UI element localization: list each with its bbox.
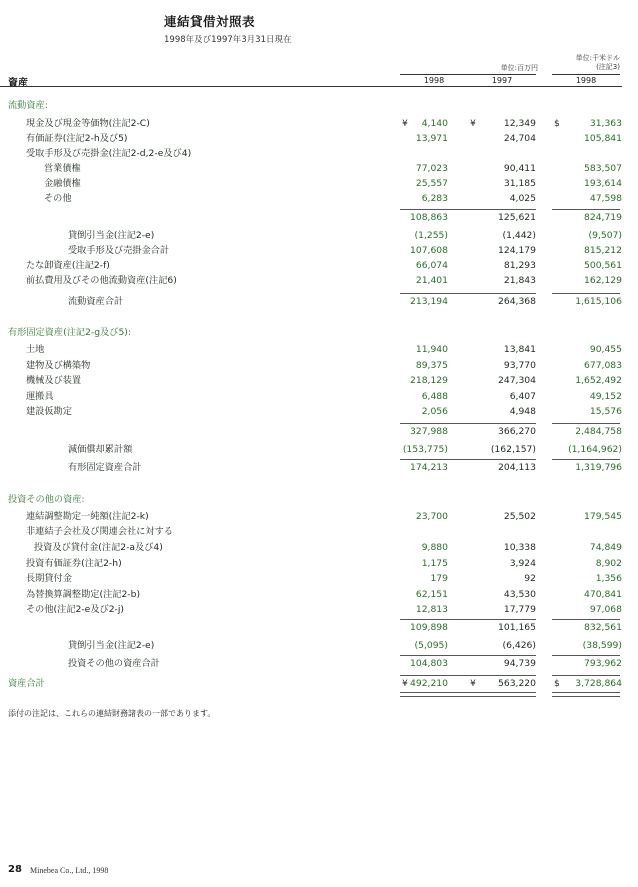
row-value-2: 6,407 <box>509 391 536 402</box>
currency-symbol: ¥ <box>470 678 476 689</box>
row-value-1: 492,210 <box>410 678 448 689</box>
row-label: 運搬具 <box>26 391 54 402</box>
table-row <box>0 228 638 243</box>
row-label: 連結調整勘定一純額(注記2-k) <box>26 511 149 522</box>
row-value-1: 218,129 <box>410 375 448 386</box>
subtotal-rule <box>400 619 468 620</box>
total-rule-top <box>400 675 468 676</box>
year-1998-yen: 1998 <box>423 76 445 85</box>
table-row <box>0 176 638 191</box>
subtotal-rule <box>400 209 468 210</box>
row-value-3: 179,545 <box>584 511 622 522</box>
row-value-3: 1,356 <box>595 573 622 584</box>
row-value-1: 6,283 <box>421 193 448 204</box>
row-value-3: 8,902 <box>595 558 622 569</box>
row-label: その他 <box>44 193 72 204</box>
row-label: 受取手形及び売掛金(注記2-d,2-e及び4) <box>26 148 192 159</box>
row-value-1: 13,971 <box>415 133 448 144</box>
row-value-2: 92 <box>524 573 536 584</box>
row-value-1: 6,488 <box>421 391 448 402</box>
row-value-1: 89,375 <box>415 360 448 371</box>
total-rule-top <box>552 675 620 676</box>
row-label: 非連結子会社及び関連会社に対する <box>26 526 173 537</box>
total-double-rule <box>468 692 536 697</box>
unit-usd-note: (注記3) <box>596 63 620 71</box>
row-value-2: 43,530 <box>503 589 536 600</box>
table-row <box>0 98 638 113</box>
row-value-1: 1,175 <box>421 558 448 569</box>
row-label: 投資及び貸付金(注記2-a及び4) <box>34 542 163 553</box>
row-value-1: 21,401 <box>415 275 448 286</box>
row-value-2: 4,025 <box>509 193 536 204</box>
yearline-2 <box>468 74 536 75</box>
table-row <box>0 116 638 131</box>
subtotal-rule <box>552 209 620 210</box>
row-value-3: 97,068 <box>589 604 622 615</box>
subtotal-rule <box>552 423 620 424</box>
row-value-3: 74,849 <box>589 542 622 553</box>
row-label: 受取手形及び売掛金合計 <box>68 245 170 256</box>
row-value-1: 109,898 <box>410 622 448 633</box>
assets-header: 資産 <box>8 78 28 89</box>
table-row <box>0 294 638 309</box>
row-label: 土地 <box>26 344 45 355</box>
row-value-3: (1,164,962) <box>568 444 622 455</box>
row-value-3: 815,212 <box>584 245 622 256</box>
row-label: 為替換算調整勘定(注記2-b) <box>26 589 141 600</box>
row-value-2: 264,368 <box>498 296 536 307</box>
total-double-rule <box>400 692 468 697</box>
subtotal-rule <box>552 459 620 460</box>
table-row <box>0 442 638 457</box>
row-value-3: 105,841 <box>584 133 622 144</box>
row-label: 建設仮勘定 <box>26 406 72 417</box>
row-value-1: 2,056 <box>421 406 448 417</box>
row-label: 貸倒引当金(注記2-e) <box>68 230 155 241</box>
row-value-2: 124,179 <box>498 245 536 256</box>
year-1998-usd: 1998 <box>575 76 597 85</box>
row-label: 長期貸付金 <box>26 573 72 584</box>
yearline-3 <box>552 74 620 75</box>
yearline-1 <box>400 74 468 75</box>
row-label: その他(注記2-e及び2-j) <box>26 604 125 615</box>
row-value-3: 193,614 <box>584 178 622 189</box>
total-rule-top <box>468 675 536 676</box>
row-value-2: 3,924 <box>509 558 536 569</box>
unit-usd <box>546 54 620 72</box>
row-value-2: 90,411 <box>503 163 536 174</box>
table-row <box>0 571 638 586</box>
table-row <box>0 424 638 439</box>
table-row <box>0 210 638 225</box>
report-date: 1998年及び1997年3月31日現在 <box>164 35 292 45</box>
header-rule <box>0 86 622 87</box>
table-row <box>0 602 638 617</box>
subtotal-rule <box>468 293 536 294</box>
row-label: 投資その他の資産合計 <box>68 658 160 669</box>
footnote: 添付の注記は、これらの連結財務諸表の一部であります。 <box>8 709 216 718</box>
year-1997-yen: 1997 <box>491 76 513 85</box>
row-value-1: 23,700 <box>415 511 448 522</box>
row-value-2: 25,502 <box>503 511 536 522</box>
row-label: 現金及び現金等価物(注記2-C) <box>26 118 150 129</box>
row-value-2: 247,304 <box>498 375 536 386</box>
row-value-1: (1,255) <box>414 230 448 241</box>
row-label: たな卸資産(注記2-f) <box>26 260 110 271</box>
row-value-2: (162,157) <box>490 444 536 455</box>
row-value-2: 21,843 <box>503 275 536 286</box>
row-value-3: 49,152 <box>589 391 622 402</box>
row-value-1: 179 <box>430 573 448 584</box>
table-row <box>0 656 638 671</box>
row-value-1: 327,988 <box>410 426 448 437</box>
row-value-3: 15,576 <box>589 406 622 417</box>
row-value-1: 77,023 <box>415 163 448 174</box>
row-value-3: 3,728,864 <box>575 678 622 689</box>
row-value-2: 24,704 <box>503 133 536 144</box>
row-value-1: 66,074 <box>415 260 448 271</box>
row-value-2: 17,779 <box>503 604 536 615</box>
currency-symbol: ¥ <box>402 118 408 129</box>
row-value-2: (1,442) <box>502 230 536 241</box>
table-row <box>0 273 638 288</box>
currency-symbol: ¥ <box>470 118 476 129</box>
row-label: 投資有価証券(注記2-h) <box>26 558 122 569</box>
subtotal-rule <box>400 655 468 656</box>
row-value-1: 25,557 <box>415 178 448 189</box>
row-value-3: 824,719 <box>584 212 622 223</box>
row-value-2: 125,621 <box>498 212 536 223</box>
row-label: 金融債権 <box>44 178 81 189</box>
table-row <box>0 342 638 357</box>
row-label: 有形固定資産(注記2-g及び5): <box>8 327 131 338</box>
subtotal-rule <box>552 619 620 620</box>
table-row <box>0 258 638 273</box>
subtotal-rule <box>468 655 536 656</box>
row-label: 建物及び構築物 <box>26 360 91 371</box>
table-row <box>0 620 638 635</box>
currency-symbol: $ <box>554 118 560 129</box>
table-row <box>0 389 638 404</box>
row-label: 前払費用及びその他流動資産(注記6) <box>26 275 177 286</box>
total-double-rule <box>552 692 620 697</box>
row-label: 有価証券(注記2-h及び5) <box>26 133 128 144</box>
table-row <box>0 676 638 691</box>
row-value-2: 13,841 <box>503 344 536 355</box>
currency-symbol: $ <box>554 678 560 689</box>
subtotal-rule <box>468 619 536 620</box>
row-label: 減価償却累計額 <box>68 444 133 455</box>
row-value-1: 174,213 <box>410 462 448 473</box>
row-label: 機械及び装置 <box>26 375 82 386</box>
row-value-3: 583,507 <box>584 163 622 174</box>
row-value-2: 204,113 <box>498 462 536 473</box>
subtotal-rule <box>400 293 468 294</box>
row-value-1: 104,803 <box>410 658 448 669</box>
subtotal-rule <box>468 209 536 210</box>
company-footer: Minebea Co., Ltd., 1998 <box>30 866 109 875</box>
subtotal-rule <box>552 293 620 294</box>
table-row <box>0 404 638 419</box>
table-row <box>0 146 638 161</box>
subtotal-rule <box>468 423 536 424</box>
subtotal-rule <box>468 459 536 460</box>
row-value-3: 500,561 <box>584 260 622 271</box>
row-value-3: 90,455 <box>589 344 622 355</box>
row-value-3: 1,615,106 <box>575 296 622 307</box>
table-row <box>0 587 638 602</box>
page-number: 28 <box>8 864 22 875</box>
row-value-1: 62,151 <box>415 589 448 600</box>
row-value-1: (153,775) <box>402 444 448 455</box>
unit-usd-label: 単位:千米ドル <box>575 54 620 62</box>
subtotal-rule <box>400 459 468 460</box>
row-value-1: 11,940 <box>415 344 448 355</box>
table-row <box>0 509 638 524</box>
row-value-2: 563,220 <box>498 678 536 689</box>
row-label: 資産合計 <box>8 678 45 689</box>
table-row <box>0 191 638 206</box>
subtotal-rule <box>552 655 620 656</box>
row-value-2: 93,770 <box>503 360 536 371</box>
row-value-3: 1,319,796 <box>575 462 622 473</box>
row-value-2: 101,165 <box>498 622 536 633</box>
row-value-2: 366,270 <box>498 426 536 437</box>
row-value-1: 12,813 <box>415 604 448 615</box>
row-value-3: 1,652,492 <box>575 375 622 386</box>
table-row <box>0 556 638 571</box>
table-row <box>0 358 638 373</box>
row-value-2: 10,338 <box>503 542 536 553</box>
table-row <box>0 131 638 146</box>
row-value-1: 213,194 <box>410 296 448 307</box>
row-value-2: 4,948 <box>509 406 536 417</box>
row-value-3: (38,599) <box>582 640 622 651</box>
table-row <box>0 540 638 555</box>
row-label: 投資その他の資産: <box>8 494 85 505</box>
row-value-3: 677,083 <box>584 360 622 371</box>
subtotal-rule <box>400 423 468 424</box>
row-value-2: 12,349 <box>503 118 536 129</box>
row-label: 貸倒引当金(注記2-e) <box>68 640 155 651</box>
row-value-2: (6,426) <box>502 640 536 651</box>
row-value-3: 832,561 <box>584 622 622 633</box>
currency-symbol: ¥ <box>402 678 408 689</box>
row-value-3: 2,484,758 <box>575 426 622 437</box>
row-value-3: 470,841 <box>584 589 622 600</box>
row-value-1: 108,863 <box>410 212 448 223</box>
table-row <box>0 492 638 507</box>
unit-yen: 単位:百万円 <box>500 64 538 72</box>
row-value-3: (9,507) <box>588 230 622 241</box>
row-label: 営業債権 <box>44 163 81 174</box>
report-title: 連結貸借対照表 <box>164 14 256 29</box>
row-value-1: 107,608 <box>410 245 448 256</box>
row-value-3: 162,129 <box>584 275 622 286</box>
row-value-1: (5,095) <box>414 640 448 651</box>
row-label: 有形固定資産合計 <box>68 462 142 473</box>
table-row <box>0 460 638 475</box>
row-label: 流動資産合計 <box>68 296 124 307</box>
row-value-2: 81,293 <box>503 260 536 271</box>
table-row <box>0 638 638 653</box>
row-label: 流動資産: <box>8 100 48 111</box>
row-value-3: 31,363 <box>589 118 622 129</box>
row-value-3: 793,962 <box>584 658 622 669</box>
row-value-1: 9,880 <box>421 542 448 553</box>
row-value-2: 94,739 <box>503 658 536 669</box>
table-row <box>0 243 638 258</box>
table-row <box>0 373 638 388</box>
table-row <box>0 524 638 539</box>
row-value-2: 31,185 <box>503 178 536 189</box>
table-row <box>0 325 638 340</box>
row-value-1: 4,140 <box>421 118 448 129</box>
table-row <box>0 161 638 176</box>
row-value-3: 47,598 <box>589 193 622 204</box>
